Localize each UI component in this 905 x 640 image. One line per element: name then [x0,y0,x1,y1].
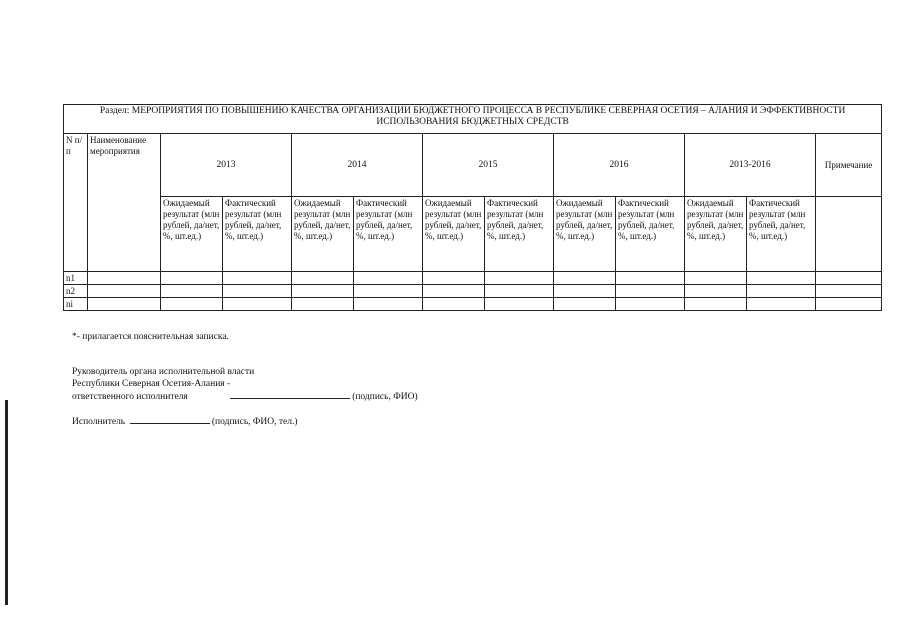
actual-result-header: Фактический результат (млн рублей, да/нет, %, шт.ед.) [747,197,816,272]
expected-result-header: Ожидаемый результат (млн рублей, да/нет, %, шт.ед.) [685,197,747,272]
year-header: 2013-2016 [685,134,816,197]
actual-result-header: Фактический результат (млн рублей, да/нет, %, шт.ед.) [616,197,685,272]
col-name-header: Наименование мероприятия [88,134,161,272]
actual-result-header: Фактический результат (млн рублей, да/нет, %, шт.ед.) [354,197,423,272]
signature-block [72,367,418,404]
expected-result-header: Ожидаемый результат (млн рублей, да/нет, %, шт.ед.) [292,197,354,272]
table-row [64,272,882,285]
signature-role: ответственного исполнителя [72,392,188,402]
actual-result-header: Фактический результат (млн рублей, да/нет, %, шт.ед.) [485,197,554,272]
year-header: 2013 [161,134,292,197]
note-empty-cell [816,197,882,272]
signature-line-1: Руководитель органа исполнительной власти [72,367,255,377]
actual-result-header: Фактический результат (млн рублей, да/нет, %, шт.ед.) [223,197,292,272]
signature-blank [230,390,350,399]
signature-line-2: Республики Северная Осетия-Алания - [72,378,231,389]
col-note-header: Примечание [816,134,882,197]
year-header: 2016 [554,134,685,197]
signature-hint: (подпись, ФИО) [352,392,418,402]
row-number: n2 [64,285,88,298]
signature-line-3 [72,390,418,404]
table-subhead-row [64,197,882,272]
scan-edge-mark [5,400,8,605]
report-table [63,104,882,311]
executor-label: Исполнитель [72,417,126,427]
year-header: 2014 [292,134,423,197]
table-row [64,285,882,298]
section-title: Раздел: МЕРОПРИЯТИЯ ПО ПОВЫШЕНИЮ КАЧЕСТВА ОРГАНИЗАЦИИ БЮДЖЕТНОГО ПРОЦЕССА В РЕСПУБЛИКЕ СЕВЕРНАЯ ОСЕТИЯ – АЛАНИЯ И ЭФФЕКТИВНОСТИ ИСПОЛЬЗОВАНИЯ БЮДЖЕТНЫХ СРЕДСТВ [64,105,882,134]
expected-result-header: Ожидаемый результат (млн рублей, да/нет, %, шт.ед.) [161,197,223,272]
row-number: n1 [64,272,88,285]
section-header-row [64,105,882,134]
executor-blank [130,415,210,424]
year-header: 2015 [423,134,554,197]
expected-result-header: Ожидаемый результат (млн рублей, да/нет, %, шт.ед.) [554,197,616,272]
table-row [64,298,882,311]
col-number-header: N п/п [64,134,88,272]
row-number: ni [64,298,88,311]
executor-block [72,415,298,427]
executor-hint: (подпись, ФИО, тел.) [211,417,298,427]
table-head-row [64,134,882,197]
footnote: *- прилагается пояснительная записка. [72,332,229,342]
expected-result-header: Ожидаемый результат (млн рублей, да/нет, %, шт.ед.) [423,197,485,272]
